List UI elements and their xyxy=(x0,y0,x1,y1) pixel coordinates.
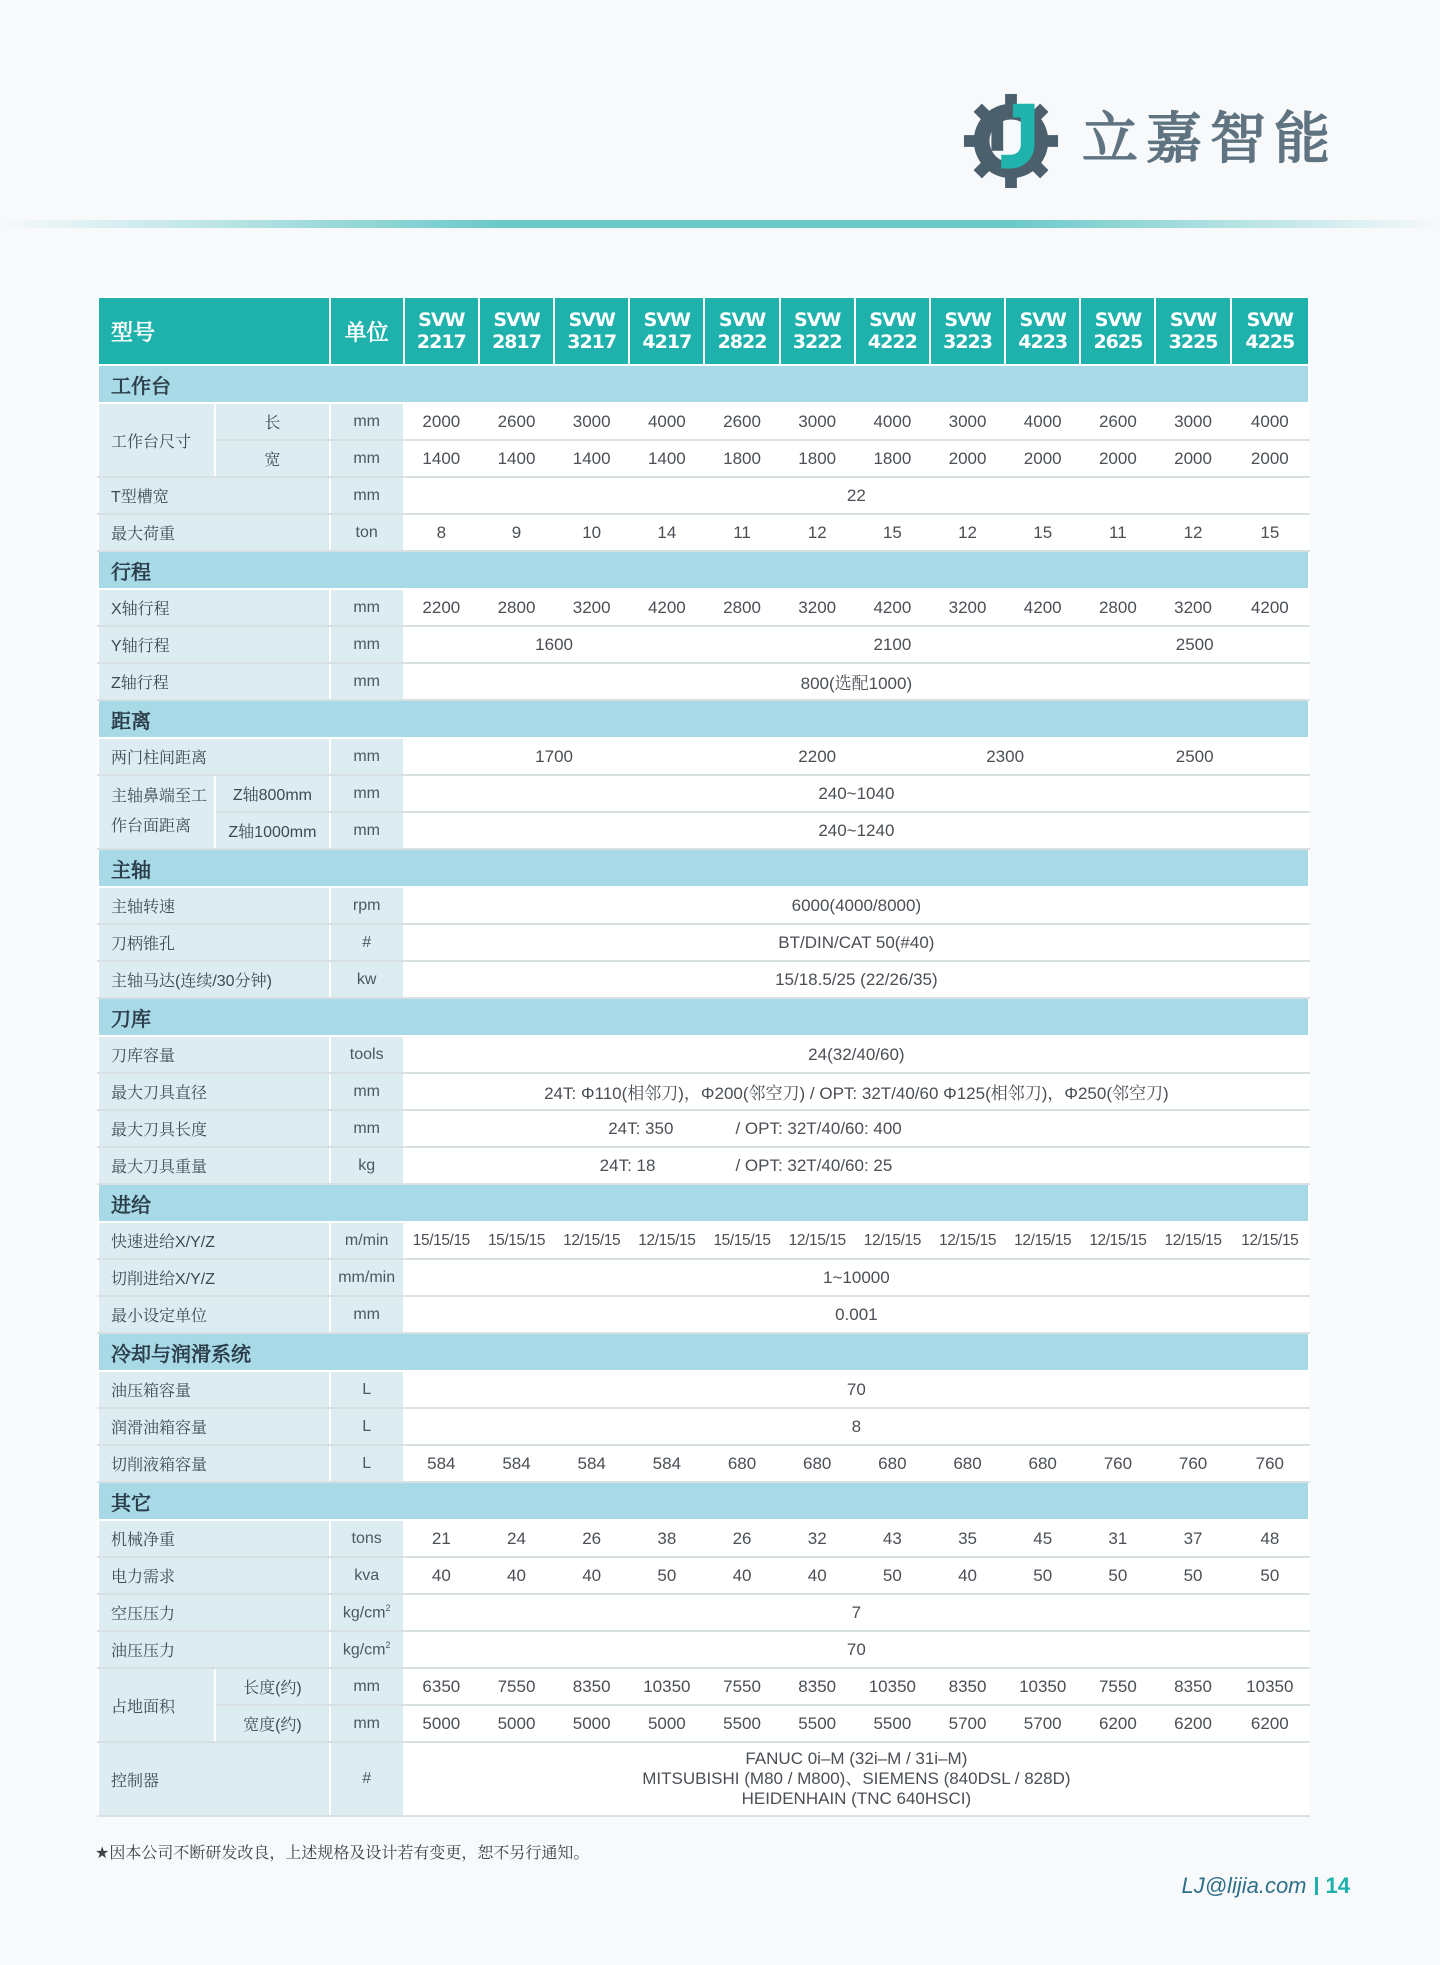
model-header: SVW 3225 xyxy=(1155,297,1230,365)
unit-cell: kw xyxy=(330,961,404,998)
controller-cell xyxy=(404,1742,1309,1816)
value-cell: 4000 xyxy=(629,403,704,440)
unit-cell: rpm xyxy=(330,887,404,924)
model-header: SVW 2822 xyxy=(704,297,779,365)
value-cell: 31 xyxy=(1080,1520,1155,1557)
value-cell: 11 xyxy=(1080,514,1155,551)
row-label: 快速进给X/Y/Z xyxy=(98,1222,330,1259)
value-cell: 40 xyxy=(404,1557,479,1594)
section-heading-distance: 距离 xyxy=(98,700,1309,738)
model-header: SVW 3222 xyxy=(780,297,855,365)
value-cell: 6200 xyxy=(1231,1705,1309,1742)
row-label: 占地面积 xyxy=(98,1668,215,1742)
model-header: SVW 4225 xyxy=(1231,297,1309,365)
value-cell: 680 xyxy=(1005,1445,1080,1482)
unit-cell: L xyxy=(330,1408,404,1445)
unit-cell: mm xyxy=(330,1705,404,1742)
value-cell: 50 xyxy=(629,1557,704,1594)
value-cell: 2000 xyxy=(1231,440,1309,477)
value-cell: 8350 xyxy=(554,1668,629,1705)
section-heading-worktable: 工作台 xyxy=(98,365,1309,403)
value-cell: 1800 xyxy=(704,440,779,477)
value-cell: 10 xyxy=(554,514,629,551)
value-cell: 45 xyxy=(1005,1520,1080,1557)
unit-cell: mm xyxy=(330,738,404,775)
value-cell: 14 xyxy=(629,514,704,551)
unit-cell: mm xyxy=(330,477,404,514)
value-cell: BT/DIN/CAT 50(#40) xyxy=(404,924,1309,961)
brand-name: 立嘉智能 xyxy=(1082,106,1338,172)
value-cell: 680 xyxy=(930,1445,1005,1482)
unit-cell: mm xyxy=(330,1296,404,1333)
row-label: 主轴转速 xyxy=(98,887,330,924)
table-row xyxy=(98,1742,1309,1816)
unit-cell: mm xyxy=(330,403,404,440)
value-cell: 4000 xyxy=(1005,403,1080,440)
value-cell: 2200 xyxy=(404,589,479,626)
row-label: 最大刀具长度 xyxy=(98,1110,330,1147)
value-cell: 12 xyxy=(1155,514,1230,551)
value-cell: 12 xyxy=(930,514,1005,551)
value-cell: 1800 xyxy=(780,440,855,477)
spec-table xyxy=(97,296,1310,1817)
table-row xyxy=(98,403,1309,440)
value-cell: 240~1040 xyxy=(404,775,1309,812)
contact-email[interactable]: LJ@lijia.com xyxy=(1181,1873,1307,1898)
value-cell: 70 xyxy=(404,1371,1309,1408)
table-row xyxy=(98,1036,1309,1073)
value-cell: 1700 xyxy=(404,738,705,775)
value-cell: 4000 xyxy=(855,403,930,440)
table-row xyxy=(98,663,1309,700)
value-cell: 584 xyxy=(404,1445,479,1482)
controller-line: MITSUBISHI (M80 / M800)、SIEMENS (840DSL / 828D) xyxy=(642,1769,1071,1788)
model-header: SVW 2217 xyxy=(404,297,479,365)
row-sublabel: 宽度(约) xyxy=(215,1705,329,1742)
value-cell: 2000 xyxy=(1005,440,1080,477)
value-cell: 1400 xyxy=(554,440,629,477)
value-cell: 22 xyxy=(404,477,1309,514)
row-label: 最小设定单位 xyxy=(98,1296,330,1333)
value-cell: 24T: 350 xyxy=(404,1110,705,1147)
row-label: 切削液箱容量 xyxy=(98,1445,330,1482)
value-cell: 50 xyxy=(855,1557,930,1594)
controller-line: HEIDENHAIN (TNC 640HSCI) xyxy=(741,1789,972,1808)
value-cell: 2300 xyxy=(930,738,1080,775)
table-row xyxy=(98,961,1309,998)
section-heading-travel: 行程 xyxy=(98,551,1309,589)
value-cell: 584 xyxy=(554,1445,629,1482)
table-row xyxy=(98,440,1309,477)
section-heading-magazine: 刀库 xyxy=(98,998,1309,1036)
section-heading-spindle: 主轴 xyxy=(98,849,1309,887)
model-header: SVW 3223 xyxy=(930,297,1005,365)
value-cell: 50 xyxy=(1231,1557,1309,1594)
unit-cell: mm xyxy=(330,589,404,626)
unit-cell: $kg/cm^2$ xyxy=(330,1631,404,1668)
unit-cell: mm/min xyxy=(330,1259,404,1296)
value-cell: 3200 xyxy=(554,589,629,626)
value-cell: 40 xyxy=(704,1557,779,1594)
value-cell: 15 xyxy=(1005,514,1080,551)
header-divider xyxy=(0,220,1440,228)
value-cell: 2200 xyxy=(704,738,930,775)
table-row xyxy=(98,626,1309,663)
value-cell: 2600 xyxy=(1080,403,1155,440)
value-cell: 3000 xyxy=(1155,403,1230,440)
value-cell: 5500 xyxy=(780,1705,855,1742)
table-row xyxy=(98,1296,1309,1333)
unit-cell: kg xyxy=(330,1147,404,1184)
value-cell: 5000 xyxy=(554,1705,629,1742)
value-cell: 24(32/40/60) xyxy=(404,1036,1309,1073)
value-cell: 12/15/15 xyxy=(1231,1222,1309,1259)
value-cell: 8 xyxy=(404,1408,1309,1445)
row-label: 油压压力 xyxy=(98,1631,330,1668)
value-cell: 50 xyxy=(1080,1557,1155,1594)
lj-gear-logo-icon xyxy=(962,92,1060,190)
value-cell: 15/15/15 xyxy=(704,1222,779,1259)
unit-cell: mm xyxy=(330,626,404,663)
unit-cell: tools xyxy=(330,1036,404,1073)
row-label: 刀库容量 xyxy=(98,1036,330,1073)
unit-cell: L xyxy=(330,1445,404,1482)
value-cell: 3000 xyxy=(780,403,855,440)
table-row xyxy=(98,514,1309,551)
value-cell: 12/15/15 xyxy=(930,1222,1005,1259)
value-cell: 1800 xyxy=(855,440,930,477)
table-row xyxy=(98,1594,1309,1631)
value-cell: 15 xyxy=(855,514,930,551)
value-cell: 5700 xyxy=(930,1705,1005,1742)
value-cell: 3200 xyxy=(930,589,1005,626)
unit-cell: ton xyxy=(330,514,404,551)
footer-separator xyxy=(1315,1877,1318,1895)
row-label: 电力需求 xyxy=(98,1557,330,1594)
value-cell: 584 xyxy=(479,1445,554,1482)
value-cell: 1~10000 xyxy=(404,1259,1309,1296)
value-cell: 5500 xyxy=(704,1705,779,1742)
value-cell: 0.001 xyxy=(404,1296,1309,1333)
table-row xyxy=(98,924,1309,961)
value-cell: 2500 xyxy=(1080,626,1309,663)
value-cell: 24 xyxy=(479,1520,554,1557)
table-row xyxy=(98,1110,1309,1147)
row-label: 切削进给X/Y/Z xyxy=(98,1259,330,1296)
unit-cell: m/min xyxy=(330,1222,404,1259)
value-cell: 2800 xyxy=(1080,589,1155,626)
value-cell: 12/15/15 xyxy=(780,1222,855,1259)
value-cell: 680 xyxy=(855,1445,930,1482)
header-unit: 单位 xyxy=(330,297,404,365)
table-row xyxy=(98,1259,1309,1296)
value-cell: 50 xyxy=(1005,1557,1080,1594)
value-cell: 40 xyxy=(930,1557,1005,1594)
value-cell: 11 xyxy=(704,514,779,551)
unit-cell: mm xyxy=(330,663,404,700)
table-row xyxy=(98,775,1309,812)
value-cell: 8350 xyxy=(780,1668,855,1705)
model-header: SVW 2817 xyxy=(479,297,554,365)
row-label: 最大刀具重量 xyxy=(98,1147,330,1184)
spec-table-container xyxy=(97,296,1310,1817)
table-header-row xyxy=(98,297,1309,365)
unit-cell: mm xyxy=(330,812,404,849)
value-cell: 2800 xyxy=(479,589,554,626)
row-sublabel: Z轴1000mm xyxy=(215,812,329,849)
value-cell: / OPT: 32T/40/60: 400 xyxy=(704,1110,1309,1147)
value-cell: 10350 xyxy=(855,1668,930,1705)
table-row xyxy=(98,1222,1309,1259)
table-row xyxy=(98,1557,1309,1594)
model-header: SVW 2625 xyxy=(1080,297,1155,365)
model-header: SVW 4223 xyxy=(1005,297,1080,365)
value-cell: 15/15/15 xyxy=(479,1222,554,1259)
value-cell: 2600 xyxy=(704,403,779,440)
table-row xyxy=(98,887,1309,924)
value-cell: 7550 xyxy=(704,1668,779,1705)
table-row xyxy=(98,1408,1309,1445)
value-cell: 43 xyxy=(855,1520,930,1557)
value-cell: 10350 xyxy=(1005,1668,1080,1705)
value-cell: 12/15/15 xyxy=(1080,1222,1155,1259)
value-cell: 24T: Φ110(相邻刀)，Φ200(邻空刀) / OPT: 32T/40/60 Φ125(相邻刀)，Φ250(邻空刀) xyxy=(404,1073,1309,1110)
value-cell: 8 xyxy=(404,514,479,551)
unit-cell: mm xyxy=(330,1073,404,1110)
footnote: ★因本公司不断研发改良，上述规格及设计若有变更，恕不另行通知。 xyxy=(95,1845,590,1862)
table-row xyxy=(98,1445,1309,1482)
row-label: 刀柄锥孔 xyxy=(98,924,330,961)
value-cell: 50 xyxy=(1155,1557,1230,1594)
value-cell: 40 xyxy=(780,1557,855,1594)
value-cell: 2800 xyxy=(704,589,779,626)
value-cell: 40 xyxy=(554,1557,629,1594)
value-cell: 6200 xyxy=(1080,1705,1155,1742)
row-sublabel: 长 xyxy=(215,403,329,440)
value-cell: 2500 xyxy=(1080,738,1309,775)
header-model: 型号 xyxy=(98,297,330,365)
row-label: Y轴行程 xyxy=(98,626,330,663)
table-row xyxy=(98,1705,1309,1742)
unit-cell: L xyxy=(330,1371,404,1408)
row-label: 主轴鼻端至工作台面距离 xyxy=(98,775,215,849)
table-row xyxy=(98,1631,1309,1668)
row-label: 最大荷重 xyxy=(98,514,330,551)
value-cell: 26 xyxy=(554,1520,629,1557)
value-cell: 15/15/15 xyxy=(404,1222,479,1259)
value-cell: 32 xyxy=(780,1520,855,1557)
value-cell: 5000 xyxy=(404,1705,479,1742)
table-row xyxy=(98,1520,1309,1557)
unit-cell: mm xyxy=(330,1668,404,1705)
value-cell: 10350 xyxy=(1231,1668,1309,1705)
value-cell: 40 xyxy=(479,1557,554,1594)
value-cell: 7550 xyxy=(479,1668,554,1705)
page-number: 14 xyxy=(1325,1873,1350,1898)
value-cell: 12/15/15 xyxy=(855,1222,930,1259)
value-cell: 2100 xyxy=(704,626,1080,663)
value-cell: 5500 xyxy=(855,1705,930,1742)
value-cell: 21 xyxy=(404,1520,479,1557)
table-row xyxy=(98,589,1309,626)
table-row xyxy=(98,1073,1309,1110)
row-label: 两门柱间距离 xyxy=(98,738,330,775)
value-cell: 7550 xyxy=(1080,1668,1155,1705)
value-cell: 26 xyxy=(704,1520,779,1557)
value-cell: 10350 xyxy=(629,1668,704,1705)
value-cell: 5000 xyxy=(479,1705,554,1742)
row-label: 润滑油箱容量 xyxy=(98,1408,330,1445)
table-row xyxy=(98,1147,1309,1184)
row-label: 空压压力 xyxy=(98,1594,330,1631)
value-cell: 2000 xyxy=(930,440,1005,477)
row-label: Z轴行程 xyxy=(98,663,330,700)
value-cell: 7 xyxy=(404,1594,1309,1631)
value-cell: 1400 xyxy=(629,440,704,477)
value-cell: 12/15/15 xyxy=(1155,1222,1230,1259)
value-cell: 9 xyxy=(479,514,554,551)
value-cell: 760 xyxy=(1231,1445,1309,1482)
value-cell: 2000 xyxy=(1080,440,1155,477)
value-cell: 3000 xyxy=(930,403,1005,440)
value-cell: 3200 xyxy=(780,589,855,626)
value-cell: 1600 xyxy=(404,626,705,663)
row-label: 工作台尺寸 xyxy=(98,403,215,477)
value-cell: 760 xyxy=(1080,1445,1155,1482)
unit-cell: $kg/cm^2$ xyxy=(330,1594,404,1631)
table-row xyxy=(98,1371,1309,1408)
row-label: 油压箱容量 xyxy=(98,1371,330,1408)
value-cell: 4200 xyxy=(629,589,704,626)
value-cell: 4000 xyxy=(1231,403,1309,440)
value-cell: 2000 xyxy=(1155,440,1230,477)
value-cell: 12/15/15 xyxy=(1005,1222,1080,1259)
value-cell: 24T: 18 xyxy=(404,1147,705,1184)
value-cell: 6200 xyxy=(1155,1705,1230,1742)
value-cell: 12 xyxy=(780,514,855,551)
controller-line: FANUC 0i–M (32i–M / 31i–M) xyxy=(745,1749,968,1768)
model-header: SVW 4217 xyxy=(629,297,704,365)
row-label: 最大刀具直径 xyxy=(98,1073,330,1110)
value-cell: 584 xyxy=(629,1445,704,1482)
value-cell: 35 xyxy=(930,1520,1005,1557)
value-cell: 240~1240 xyxy=(404,812,1309,849)
table-row xyxy=(98,477,1309,514)
value-cell: 3000 xyxy=(554,403,629,440)
value-cell: 6350 xyxy=(404,1668,479,1705)
value-cell: 2000 xyxy=(404,403,479,440)
table-row xyxy=(98,738,1309,775)
value-cell: 5700 xyxy=(1005,1705,1080,1742)
value-cell: 680 xyxy=(704,1445,779,1482)
value-cell: 760 xyxy=(1155,1445,1230,1482)
value-cell: 8350 xyxy=(930,1668,1005,1705)
table-row xyxy=(98,812,1309,849)
model-header: SVW 3217 xyxy=(554,297,629,365)
row-label: T型槽宽 xyxy=(98,477,330,514)
page-footer xyxy=(1181,1873,1350,1899)
value-cell: 38 xyxy=(629,1520,704,1557)
value-cell: 2600 xyxy=(479,403,554,440)
value-cell: 4200 xyxy=(855,589,930,626)
value-cell: 800(选配1000) xyxy=(404,663,1309,700)
row-label: 主轴马达(连续/30分钟) xyxy=(98,961,330,998)
unit-cell: mm xyxy=(330,440,404,477)
row-sublabel: 长度(约) xyxy=(215,1668,329,1705)
unit-cell: kva xyxy=(330,1557,404,1594)
unit-cell: # xyxy=(330,924,404,961)
row-label: 机械净重 xyxy=(98,1520,330,1557)
value-cell: 12/15/15 xyxy=(629,1222,704,1259)
value-cell: 15 xyxy=(1231,514,1309,551)
value-cell: 15/18.5/25 (22/26/35) xyxy=(404,961,1309,998)
value-cell: 48 xyxy=(1231,1520,1309,1557)
value-cell: 680 xyxy=(780,1445,855,1482)
value-cell: 4200 xyxy=(1005,589,1080,626)
section-heading-other: 其它 xyxy=(98,1482,1309,1520)
value-cell: 8350 xyxy=(1155,1668,1230,1705)
row-sublabel: Z轴800mm xyxy=(215,775,329,812)
row-label: 控制器 xyxy=(98,1742,330,1816)
section-heading-feed: 进给 xyxy=(98,1184,1309,1222)
value-cell: 70 xyxy=(404,1631,1309,1668)
value-cell: / OPT: 32T/40/60: 25 xyxy=(704,1147,1309,1184)
table-row xyxy=(98,1668,1309,1705)
unit-cell: tons xyxy=(330,1520,404,1557)
unit-cell: mm xyxy=(330,1110,404,1147)
value-cell: 6000(4000/8000) xyxy=(404,887,1309,924)
value-cell: 4200 xyxy=(1231,589,1309,626)
page-header xyxy=(0,0,1440,220)
unit-cell: # xyxy=(330,1742,404,1816)
unit-cell: mm xyxy=(330,775,404,812)
value-cell: 3200 xyxy=(1155,589,1230,626)
value-cell: 1400 xyxy=(479,440,554,477)
row-label: X轴行程 xyxy=(98,589,330,626)
value-cell: 1400 xyxy=(404,440,479,477)
value-cell: 12/15/15 xyxy=(554,1222,629,1259)
section-heading-cooling: 冷却与润滑系统 xyxy=(98,1333,1309,1371)
value-cell: 5000 xyxy=(629,1705,704,1742)
value-cell: 37 xyxy=(1155,1520,1230,1557)
model-header: SVW 4222 xyxy=(855,297,930,365)
row-sublabel: 宽 xyxy=(215,440,329,477)
